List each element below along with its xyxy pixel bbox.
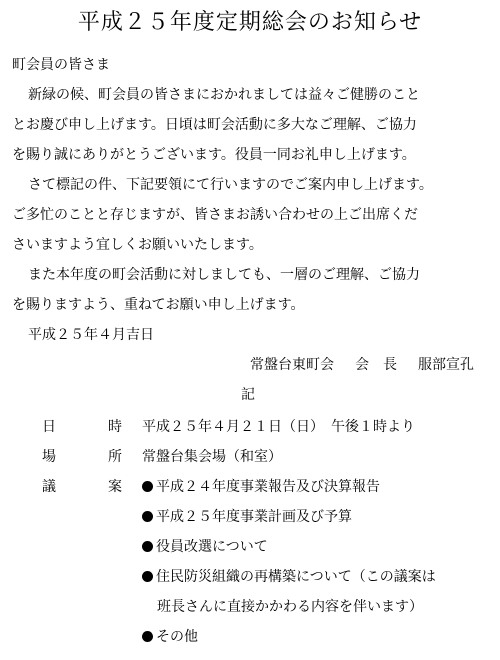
bullet-icon bbox=[142, 511, 153, 522]
page-title: 平成２５年度定期総会のお知らせ bbox=[77, 10, 423, 35]
agenda-item bbox=[142, 478, 380, 496]
agenda-item-continuation: 班長さんに直接かかわる内容を伴います） bbox=[157, 599, 423, 615]
agenda-item bbox=[142, 538, 268, 556]
salutation: 町会員の皆さま bbox=[12, 57, 110, 73]
agenda-item bbox=[142, 568, 436, 586]
body-line: 新緑の候、町会員の皆さまにおかれましては益々ご健勝のこと bbox=[28, 87, 420, 103]
bullet-icon bbox=[142, 571, 153, 582]
label-gian-2: 案 bbox=[108, 479, 122, 495]
bullet-icon bbox=[142, 541, 153, 552]
body-line: さいますよう宜しくお願いいたします。 bbox=[12, 237, 263, 253]
agenda-item bbox=[142, 508, 352, 526]
bullet-icon bbox=[142, 631, 153, 642]
signature-org: 常盤台東町会 bbox=[250, 357, 334, 373]
body-line: さて標記の件、下記要領にて行いますのでご案内申し上げます。 bbox=[28, 177, 433, 193]
signature-name: 服部宣孔 bbox=[418, 357, 474, 373]
agenda-item-text: 役員改選について bbox=[156, 539, 268, 555]
body-line: とお慶び申し上げます。日頃は町会活動に多大なご理解、ご協力 bbox=[12, 117, 417, 133]
agenda-item-text: 住民防災組織の再構築について（この議案は bbox=[156, 569, 436, 585]
label-nichiji-1: 日 bbox=[42, 419, 56, 435]
body-line: を賜りますよう、重ねてお願い申し上げます。 bbox=[12, 297, 305, 313]
ki-heading: 記 bbox=[241, 387, 255, 403]
agenda-item-text: 平成２５年度事業計画及び予算 bbox=[156, 509, 352, 525]
signature-role: 会 長 bbox=[355, 357, 397, 373]
body-line: を賜り誠にありがとうございます。役員一同お礼申し上げます。 bbox=[12, 147, 416, 163]
bullet-icon bbox=[142, 481, 153, 492]
body-line: ご多忙のことと存じますが、皆さまお誘い合わせの上ご出席くだ bbox=[12, 207, 418, 223]
body-line: また本年度の町会活動に対しましても、一層のご理解、ご協力 bbox=[28, 267, 420, 283]
label-basho-2: 所 bbox=[108, 449, 122, 465]
agenda-item-text: その他 bbox=[156, 629, 198, 645]
agenda-item bbox=[142, 628, 198, 646]
value-nichiji: 平成２５年４月２１日（日） 午後１時より bbox=[142, 419, 415, 435]
value-basho: 常盤台集会場（和室） bbox=[142, 449, 282, 465]
label-basho-1: 場 bbox=[42, 449, 56, 465]
agenda-item-text: 平成２４年度事業報告及び決算報告 bbox=[156, 479, 380, 495]
issue-date: 平成２５年４月吉日 bbox=[28, 327, 154, 343]
label-nichiji-2: 時 bbox=[108, 419, 122, 435]
label-gian-1: 議 bbox=[42, 479, 56, 495]
